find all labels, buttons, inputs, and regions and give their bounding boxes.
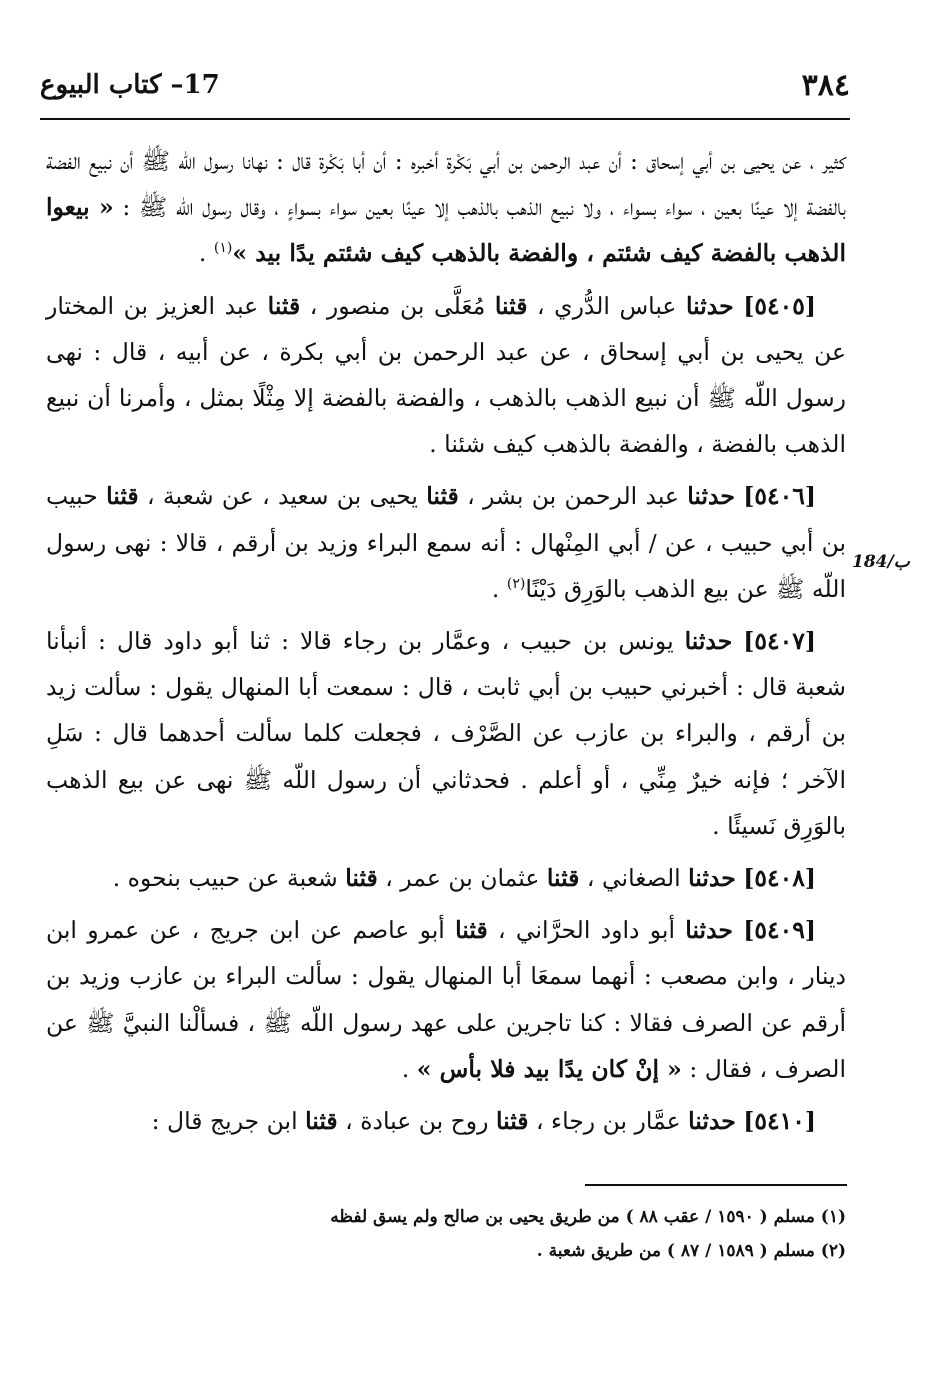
- hadith-5410: [46, 1098, 846, 1144]
- hadith-number: [٥٤٠٥]: [743, 291, 816, 320]
- main-text: [46, 138, 846, 1144]
- footnote-item: (٢) مسلم ( ١٥٨٩ / ٨٧ ) من طريق شعبة .: [536, 1241, 846, 1261]
- footnote-item: (١) مسلم ( ١٥٩٠ / عقب ٨٨ ) من طريق يحيى بن صالح ولم يسق لفظه: [330, 1207, 846, 1227]
- paragraph-text: .: [401, 1054, 417, 1083]
- manuscript-folio-note: 184/ب: [852, 552, 910, 572]
- paragraph-text: ابن جريج قال :: [151, 1107, 306, 1136]
- narration-word: قثنا: [495, 1107, 529, 1136]
- paragraph-text: عباس الدُّري ،: [527, 291, 687, 320]
- paragraph-text: روح بن عبادة ،: [337, 1107, 496, 1136]
- footnote-ref: (٢): [506, 576, 526, 592]
- paragraph-text: كثير ، عن يحيى بن أبي إسحاق : أن عبد الرحمن بن أبي بَكْرة أخبره : أن أبا بَكْرة قال : نهانا رسول اللّه ﷺ أن نبيع الفضة بالفضة إلا عينًا بعين ، سواء بسواء ، ولا نبيع الذهب بالذهب إلا عينًا بعين سواء بسواءٍ ، وقال رسول اللّه ﷺ :: [46, 147, 846, 222]
- narration-word: حدثنا: [688, 1107, 736, 1136]
- hadith-5405: [46, 283, 846, 468]
- paragraph-text: عبد العزيز بن المختار عن يحيى بن أبي إسحاق ، عن عبد الرحمن بن أبي بكرة ، عن أبيه ، قال : نهى رسول اللّه ﷺ أن نبيع الذهب بالذهب ، والفضة بالفضة إلا مِثْلًا بمثل ، وأمرنا أن نبيع الذهب بالفضة ، والفضة بالذهب كيف شئنا .: [46, 291, 846, 459]
- paragraph-text: أبو داود الحرَّاني ،: [487, 916, 686, 945]
- page-header: [40, 68, 850, 112]
- narration-word: قثنا: [267, 291, 301, 320]
- hadith-number: [٥٤١٠]: [743, 1107, 816, 1136]
- narration-word: قثنا: [345, 864, 378, 893]
- paragraph-text: شعبة عن حبيب بنحوه .: [112, 864, 346, 893]
- chapter-title: 17– كتاب البيوع: [40, 70, 220, 100]
- narration-word: حدثنا: [688, 864, 736, 893]
- paragraph-text: أبو عاصم عن ابن جريج ، عن عمرو ابن دينار ، وابن مصعب : أنهما سمعَا أبا المنهال يقول : سألت البراء بن عازب وزيد بن أرقم عن الصرف فقالا : كنا تاجرين على عهد رسول اللّه ﷺ ، فسألْنا النبيَّ ﷺ عن الصرف ، فقال :: [46, 916, 846, 1083]
- paragraph-text: حبيب بن أبي حبيب ، عن / أبي المِنْهال : أنه سمع البراء وزيد بن أرقم ، قالا : نهى رسول اللّه ﷺ عن بيع الذهب بالوَرِق دَيْنًا: [46, 482, 846, 603]
- hadith-number: [٥٤٠٧]: [743, 627, 816, 656]
- paragraph-text: .: [491, 574, 507, 603]
- narration-word: قثنا: [426, 482, 459, 511]
- narration-word: حدثنا: [684, 627, 733, 656]
- narration-word: قثنا: [494, 291, 528, 320]
- page-number: ٣٨٤: [801, 68, 850, 103]
- hadith-5408: [46, 855, 846, 901]
- paragraph-text: يحيى بن سعيد ، عن شعبة ،: [138, 482, 427, 511]
- narration-word: حدثنا: [685, 916, 733, 945]
- hadith-5407: [46, 618, 846, 849]
- hadith-5409: [46, 907, 846, 1092]
- narration-word: قثنا: [305, 1107, 338, 1136]
- paragraph-text: الصغاني ،: [579, 864, 689, 893]
- paragraph-text: .: [198, 239, 214, 268]
- footnote-divider: [585, 1184, 847, 1186]
- narration-word: قثنا: [455, 916, 488, 945]
- paragraph-text: عمَّار بن رجاء ،: [528, 1107, 689, 1136]
- paragraph-continuation: [46, 138, 846, 277]
- hadith-number: [٥٤٠٩]: [743, 916, 816, 945]
- paragraph-text: عبد الرحمن بن بشر ،: [458, 482, 688, 511]
- hadith-number: [٥٤٠٦]: [743, 482, 816, 511]
- narration-word: قثنا: [106, 482, 139, 511]
- paragraph-text: يونس بن حبيب ، وعمَّار بن رجاء قالا : ثنا أبو داود قال : أنبأنا شعبة قال : أخبرني حبيب بن أبي ثابت ، قال : سمعت أبا المنهال يقول : سألت زيد بن أرقم ، والبراء بن عازب عن الصَّرْف ، فجعلت كلما سألت أحدهما قال : سَلِ الآخر ؛ فإنه خيرٌ مِنِّي ، أو أعلم . فحدثاني أن رسول اللّه ﷺ نهى عن بيع الذهب بالوَرِق نَسيئًا .: [46, 627, 846, 840]
- footnotes: [46, 1200, 846, 1268]
- hadith-quote: « إنْ كان يدًا بيد فلا بأس »: [416, 1054, 682, 1083]
- narration-word: حدثنا: [686, 291, 734, 320]
- narration-word: قثنا: [546, 864, 580, 893]
- hadith-5406: [46, 473, 846, 612]
- footnote-ref: (١): [213, 240, 233, 257]
- header-divider: [40, 118, 850, 120]
- paragraph-text: عثمان بن عمر ،: [377, 864, 547, 893]
- paragraph-text: مُعَلَّى بن منصور ،: [300, 291, 495, 320]
- narration-word: حدثنا: [687, 482, 735, 511]
- hadith-quote: « بيعوا الذهب بالفضة كيف شئتم ، والفضة بالذهب كيف شئتم يدًا بيد »: [46, 193, 846, 268]
- hadith-number: [٥٤٠٨]: [743, 864, 816, 893]
